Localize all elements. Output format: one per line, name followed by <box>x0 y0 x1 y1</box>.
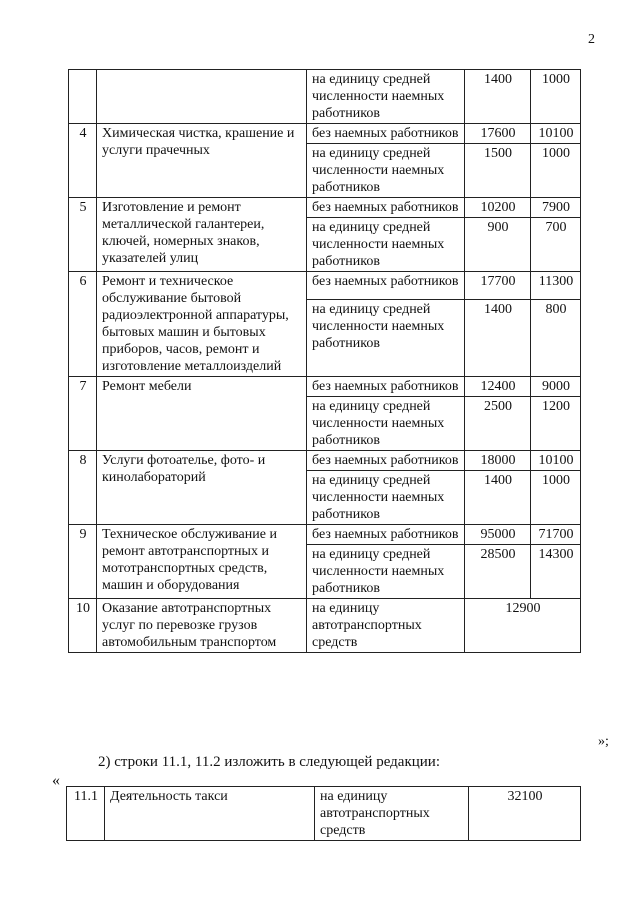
rate-value-1: 28500 <box>465 545 531 599</box>
opening-quote: « <box>52 772 60 789</box>
unit-description: на единицу автотранспортных средств <box>307 599 465 653</box>
rate-value-2: 1000 <box>531 70 581 124</box>
row-number <box>69 70 97 124</box>
row-number: 5 <box>69 198 97 272</box>
table-row <box>69 198 581 218</box>
rate-value-2: 800 <box>531 300 581 377</box>
unit-description: на единицу средней численности наемных работников <box>307 545 465 599</box>
closing-quote: »; <box>598 734 609 749</box>
activity-name: Ремонт мебели <box>97 377 307 451</box>
activity-name: Оказание автотранспортных услуг по перевозке грузов автомобильным транспортом <box>97 599 307 653</box>
activity-name: Ремонт и техническое обслуживание бытовой радиоэлектронной аппаратуры, бытовых машин и бытовых приборов, часов, ремонт и изготовление металлоизделий <box>97 272 307 377</box>
table-row <box>69 377 581 397</box>
activity-name <box>97 70 307 124</box>
rate-value-1: 1500 <box>465 144 531 198</box>
rate-value-1: 10200 <box>465 198 531 218</box>
rate-value-1: 17600 <box>465 124 531 144</box>
rate-value-2: 14300 <box>531 545 581 599</box>
table-row <box>69 124 581 144</box>
unit-description: без наемных работников <box>307 198 465 218</box>
tax-rates-table <box>68 69 581 653</box>
rate-value-2: 71700 <box>531 525 581 545</box>
rate-value: 32100 <box>469 787 581 841</box>
rate-value-2: 10100 <box>531 124 581 144</box>
unit-description: на единицу средней численности наемных работников <box>307 218 465 272</box>
table-row <box>67 787 581 841</box>
unit-description: на единицу средней численности наемных работников <box>307 70 465 124</box>
rate-value-2: 1000 <box>531 144 581 198</box>
unit-description: без наемных работников <box>307 525 465 545</box>
unit-description: без наемных работников <box>307 377 465 397</box>
rate-value-1: 17700 <box>465 272 531 300</box>
row-number: 9 <box>69 525 97 599</box>
rate-value-2: 700 <box>531 218 581 272</box>
taxi-rates-table <box>66 786 581 841</box>
row-number: 7 <box>69 377 97 451</box>
rate-value-1: 2500 <box>465 397 531 451</box>
rate-value-1: 1400 <box>465 471 531 525</box>
rate-value-2: 7900 <box>531 198 581 218</box>
page-number: 2 <box>588 32 595 47</box>
activity-name: Изготовление и ремонт металлической галантереи, ключей, номерных знаков, указателей улиц <box>97 198 307 272</box>
table-row <box>69 599 581 653</box>
unit-description: на единицу автотранспортных средств <box>315 787 469 841</box>
table-row <box>69 70 581 124</box>
rate-value-2: 10100 <box>531 451 581 471</box>
rate-value-1: 900 <box>465 218 531 272</box>
rate-value-1: 95000 <box>465 525 531 545</box>
row-number: 8 <box>69 451 97 525</box>
activity-name: Деятельность такси <box>105 787 315 841</box>
rate-value-2: 1000 <box>531 471 581 525</box>
unit-description: на единицу средней численности наемных работников <box>307 471 465 525</box>
row-number: 4 <box>69 124 97 198</box>
rate-value-1: 18000 <box>465 451 531 471</box>
unit-description: без наемных работников <box>307 124 465 144</box>
rate-value-1: 12400 <box>465 377 531 397</box>
unit-description: без наемных работников <box>307 272 465 300</box>
table-row <box>69 272 581 300</box>
unit-description: на единицу средней численности наемных работников <box>307 397 465 451</box>
unit-description: без наемных работников <box>307 451 465 471</box>
row-number: 11.1 <box>67 787 105 841</box>
rate-value-2: 11300 <box>531 272 581 300</box>
instruction-text: 2) строки 11.1, 11.2 изложить в следующей редакции: <box>98 754 440 770</box>
rate-value-1: 1400 <box>465 300 531 377</box>
rate-value-1: 1400 <box>465 70 531 124</box>
rate-value-2: 9000 <box>531 377 581 397</box>
activity-name: Услуги фотоателье, фото- и кинолабораторий <box>97 451 307 525</box>
table-row <box>69 525 581 545</box>
rate-value-2: 1200 <box>531 397 581 451</box>
row-number: 10 <box>69 599 97 653</box>
activity-name: Химическая чистка, крашение и услуги прачечных <box>97 124 307 198</box>
unit-description: на единицу средней численности наемных работников <box>307 300 465 377</box>
unit-description: на единицу средней численности наемных работников <box>307 144 465 198</box>
row-number: 6 <box>69 272 97 377</box>
rate-value: 12900 <box>465 599 581 653</box>
activity-name: Техническое обслуживание и ремонт автотранспортных и мототранспортных средств, машин и оборудования <box>97 525 307 599</box>
table-row <box>69 451 581 471</box>
